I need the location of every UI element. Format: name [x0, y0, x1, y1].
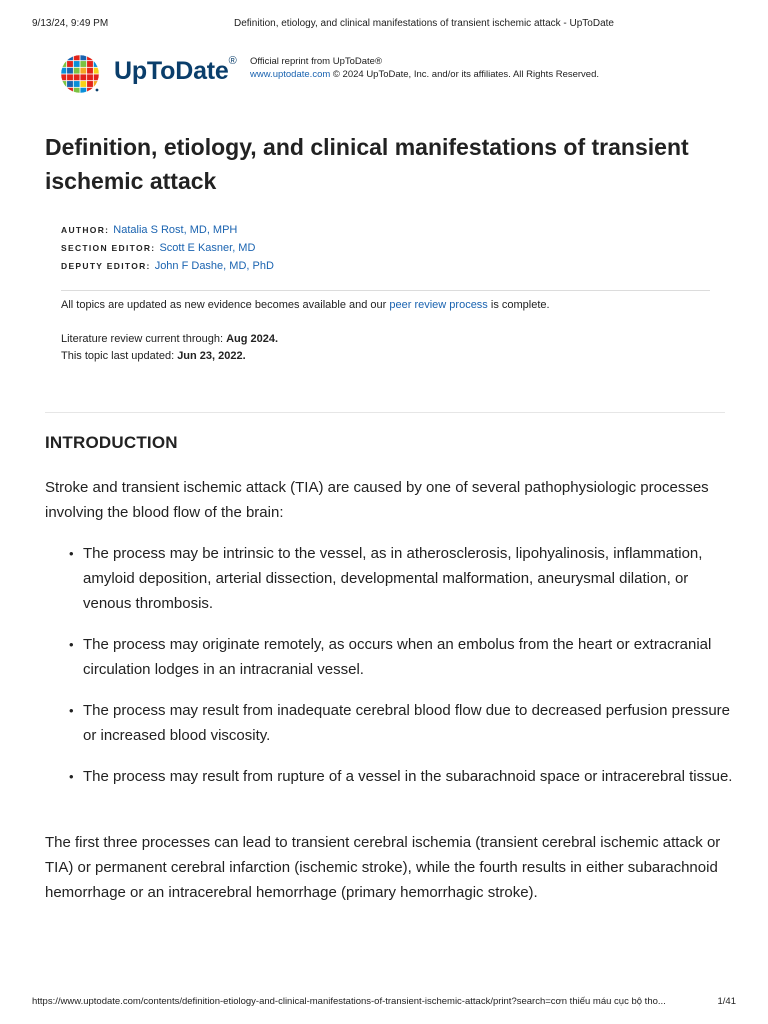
print-footer: [32, 996, 736, 1010]
list-item-text: The process may be intrinsic to the vessel, as in atherosclerosis, lipohyalinosis, inflammation, amyloid deposition, arterial dissection, developmental malformation, aneurysmal dilation, or venous thrombosis.: [83, 545, 703, 612]
reprint-line: Official reprint from UpToDate®: [250, 56, 382, 67]
print-header: [32, 18, 736, 32]
last-updated-value: Jun 23, 2022.: [177, 350, 246, 362]
globe-tile: [87, 68, 93, 74]
section-divider: [45, 412, 725, 413]
globe-logo-icon: [60, 54, 100, 94]
process-list: [45, 541, 735, 805]
deputy-editor-label: DEPUTY EDITOR:: [61, 261, 151, 271]
print-date: 9/13/24, 9:49 PM: [32, 18, 109, 29]
globe-tile: [74, 68, 80, 74]
section-editor-link[interactable]: Scott E Kasner, MD: [159, 242, 256, 254]
brand-name: UpToDate®: [114, 54, 237, 85]
deputy-editor-link[interactable]: John F Dashe, MD, PhD: [154, 260, 274, 272]
lit-review-label: Literature review current through:: [61, 333, 227, 345]
print-title: Definition, etiology, and clinical manifestations of transient ischemic attack - UpToDate: [234, 18, 614, 29]
list-item-text: The process may result from rupture of a vessel in the subarachnoid space or intracerebral tissue.: [83, 768, 733, 785]
intro-paragraph: Stroke and transient ischemic attack (TIA) are caused by one of several pathophysiologic processes involving the blood flow of the brain:: [45, 479, 709, 521]
print-url: https://www.uptodate.com/contents/definition-etiology-and-clinical-manifestations-of-transient-ischemic-attack/print?search=cơn thiếu máu cục bộ tho...: [32, 996, 666, 1007]
globe-tile: [80, 81, 86, 87]
reprint-notice: [250, 55, 599, 81]
globe-tile: [67, 61, 73, 67]
update-note-end: is complete.: [487, 299, 550, 311]
globe-tile: [67, 81, 73, 87]
review-dates: [61, 331, 278, 365]
globe-tile: [60, 88, 66, 94]
bullet-icon: •: [69, 546, 74, 561]
bullet-icon: •: [69, 637, 74, 652]
globe-tile: [74, 81, 80, 87]
globe-tile: [80, 61, 86, 67]
last-updated-line: [61, 348, 278, 365]
author-row: [61, 221, 274, 239]
lit-review-value: Aug 2024.: [226, 333, 279, 345]
divider: [61, 290, 710, 291]
summary-paragraph: The first three processes can lead to transient cerebral ischemia (transient cerebral ischemic attack or TIA) or permanent cerebral infarction (ischemic stroke), while the fourth results in either subarachnoid hemorrhage or an intracerebral hemorrhage (primary hemorrhagic stroke).: [45, 834, 721, 901]
section-editor-label: SECTION EDITOR:: [61, 243, 156, 253]
globe-tile: [80, 68, 86, 74]
article-title: Definition, etiology, and clinical manifestations of transient ischemic attack: [45, 134, 689, 194]
list-item: [45, 632, 735, 682]
site-link[interactable]: www.uptodate.com: [250, 69, 331, 80]
peer-review-link[interactable]: peer review process: [389, 299, 488, 311]
globe-tile: [74, 61, 80, 67]
list-item: [45, 764, 735, 789]
list-item-text: The process may originate remotely, as occurs when an embolus from the heart or extracranial circulation lodges in an intracranial vessel.: [83, 636, 712, 678]
update-note: [61, 299, 550, 311]
section-editor-row: [61, 239, 274, 257]
globe-tile: [67, 74, 73, 80]
list-item-text: The process may result from inadequate cerebral blood flow due to decreased perfusion pressure or increased blood viscosity.: [83, 702, 731, 744]
globe-tile: [87, 81, 93, 87]
list-item: [45, 541, 735, 616]
last-updated-label: This topic last updated:: [61, 350, 178, 362]
globe-tile: [80, 74, 86, 80]
globe-tile: [60, 54, 66, 60]
deputy-editor-row: [61, 257, 274, 275]
author-link[interactable]: Natalia S Rost, MD, MPH: [113, 224, 238, 236]
globe-tile: [67, 68, 73, 74]
bullet-icon: •: [69, 703, 74, 718]
globe-tile: [74, 74, 80, 80]
list-item: [45, 698, 735, 748]
author-label: AUTHOR:: [61, 225, 110, 235]
globe-tile: [94, 54, 100, 60]
introduction-heading: INTRODUCTION: [45, 433, 178, 452]
rights-text: © 2024 UpToDate, Inc. and/or its affiliates. All Rights Reserved.: [330, 69, 600, 80]
update-note-text: All topics are updated as new evidence becomes available and our: [61, 299, 390, 311]
bullet-icon: •: [69, 769, 74, 784]
reprint-rights-line: [250, 68, 599, 81]
globe-tile: [87, 61, 93, 67]
globe-tile: [87, 74, 93, 80]
lit-review-line: [61, 331, 278, 348]
article-credits: [61, 221, 274, 275]
page-number: 1/41: [717, 996, 736, 1007]
